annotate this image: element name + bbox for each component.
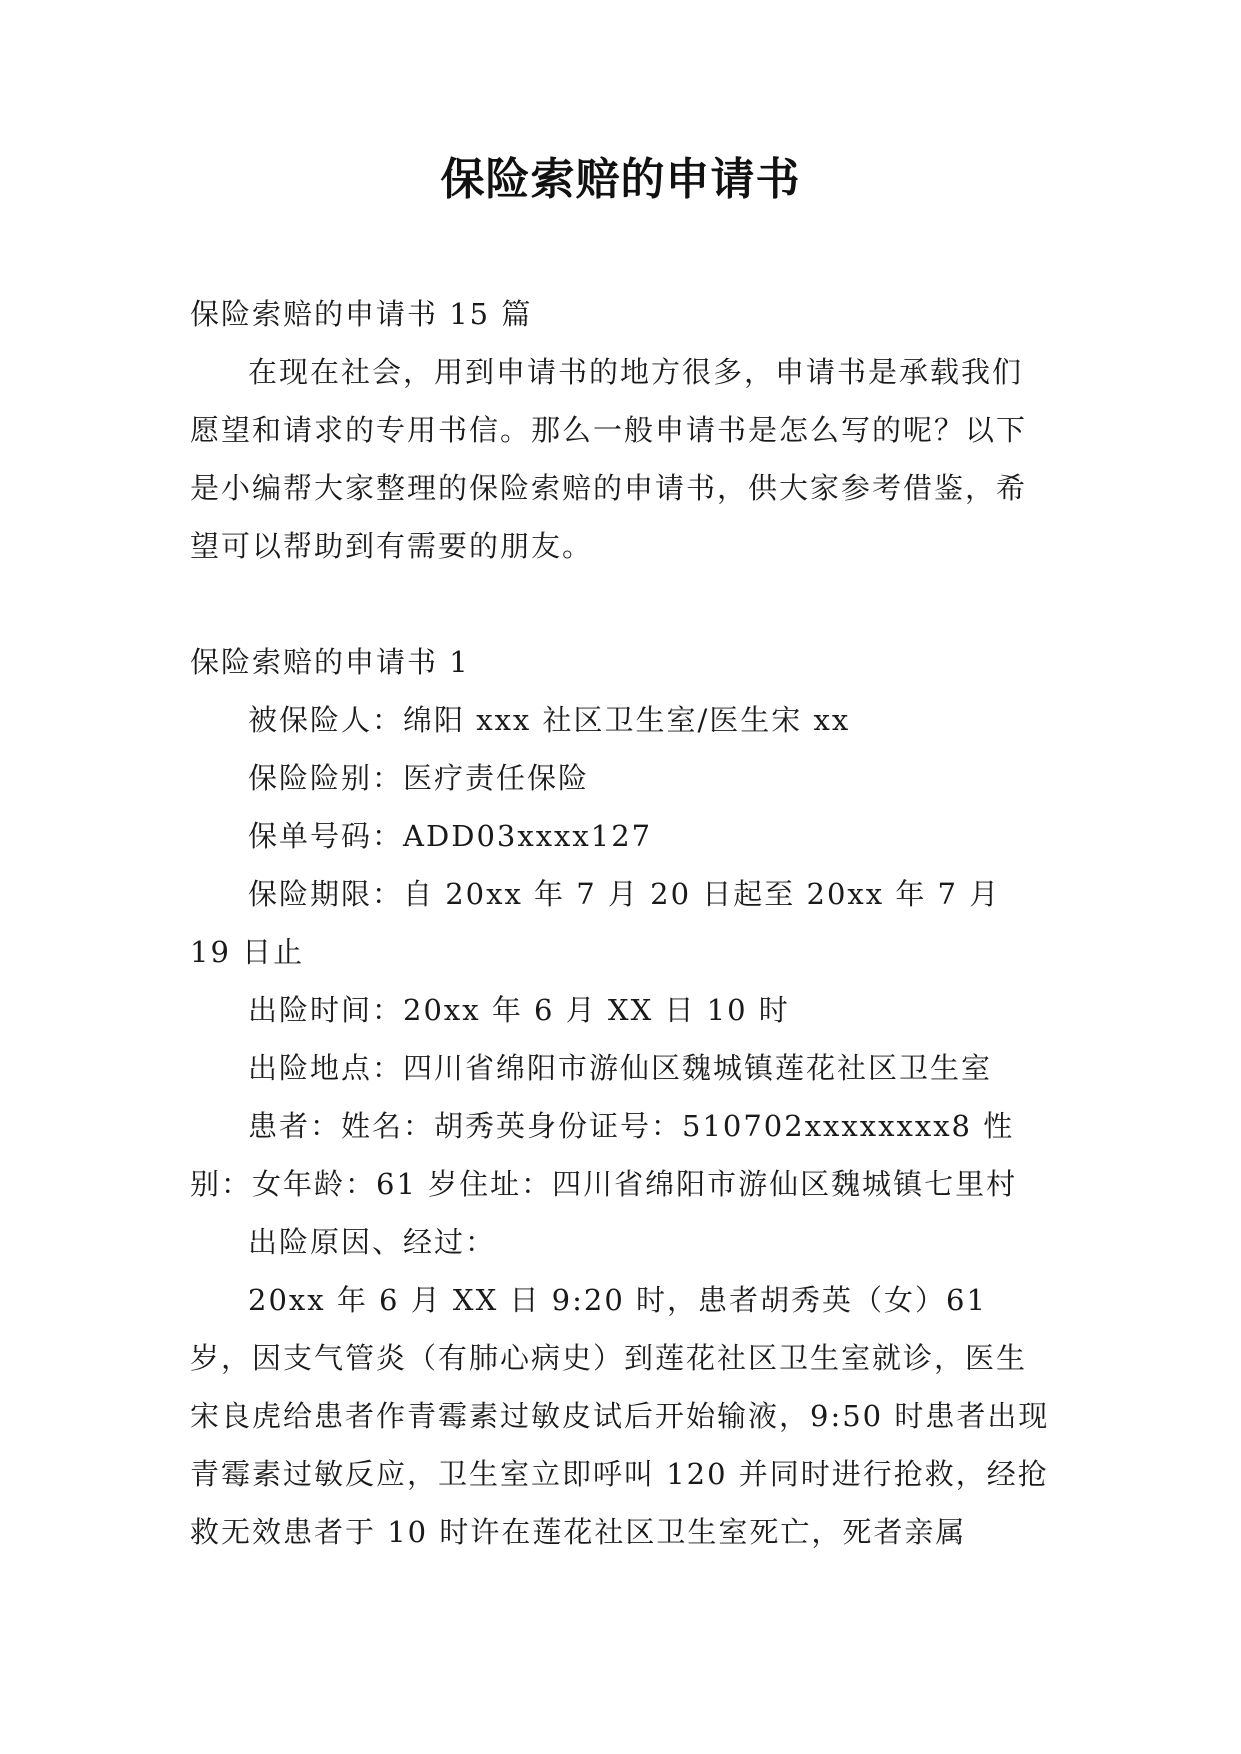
paragraph-gap	[190, 575, 1050, 633]
section-heading: 保险索赔的申请书 1	[190, 645, 470, 679]
cause-paragraph: 20xx 年 6 月 XX 日 9:20 时，患者胡秀英（女）61 岁，因支气管炎（有肺心病史）到莲花社区卫生室就诊，医生宋良虎给患者作青霉素过敏皮试后开始输液，9:50 时患者出现青霉素过敏反应，卫生室立即呼叫 120 并同时进行抢救，经抢救无效患者于 10 时许在莲花社区卫生室死亡，死者亲属	[190, 1283, 1050, 1549]
page-title: 保险索赔的申请书	[440, 154, 801, 205]
incident-time-line: 出险时间：20xx 年 6 月 XX 日 10 时	[248, 993, 790, 1027]
incident-place-line: 出险地点：四川省绵阳市游仙区魏城镇莲花社区卫生室	[248, 1051, 993, 1085]
insured-line: 被保险人：绵阳 xxx 社区卫生室/医生宋 xx	[248, 703, 851, 737]
cause-heading: 出险原因、经过：	[248, 1225, 497, 1259]
subtitle: 保险索赔的申请书 15 篇	[190, 297, 533, 331]
category-line: 保险险别：医疗责任保险	[248, 761, 590, 795]
period-line: 保险期限：自 20xx 年 7 月 20 日起至 20xx 年 7 月 19 日止	[190, 877, 1001, 969]
intro-paragraph: 在现在社会，用到申请书的地方很多，申请书是承载我们愿望和请求的专用书信。那么一般申请书是怎么写的呢？以下是小编帮大家整理的保险索赔的申请书，供大家参考借鉴，希望可以帮助到有需要的朋友。	[190, 355, 1028, 563]
document-body	[190, 285, 1050, 1561]
patient-info-paragraph: 患者：姓名：胡秀英身份证号：510702xxxxxxxx8 性别：女年龄：61 岁住址：四川省绵阳市游仙区魏城镇七里村	[190, 1109, 1018, 1201]
policy-number-line: 保单号码：ADD03xxxx127	[248, 819, 653, 853]
